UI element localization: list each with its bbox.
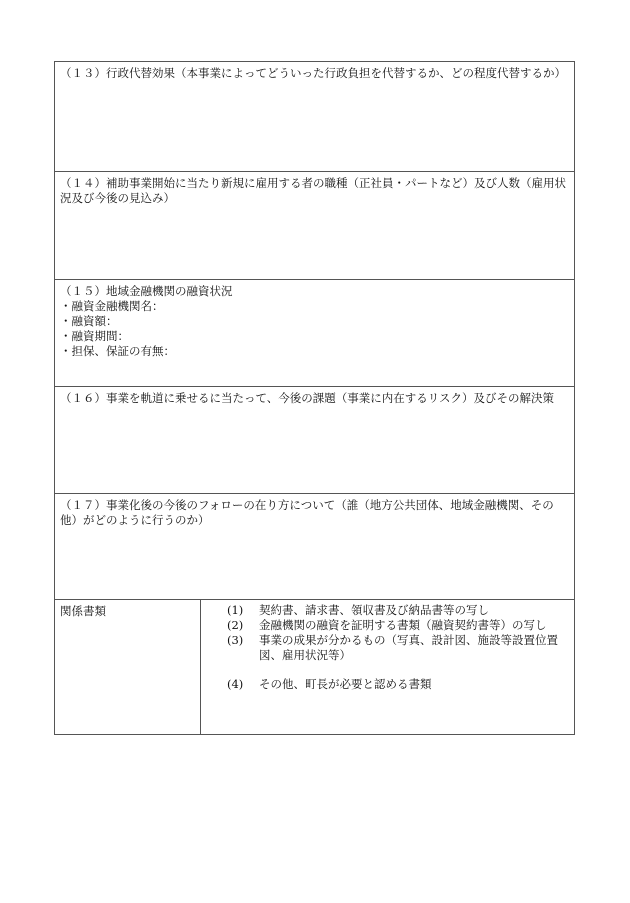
document-item-number: (4) (227, 677, 244, 691)
document-item (227, 677, 566, 692)
document-item-number: (1) (227, 603, 244, 617)
document-item-text: 事業の成果が分かるもの（写真、設計図、施設等設置位置図、雇用状況等） (259, 633, 558, 662)
document-item (227, 633, 566, 663)
related-documents-list (201, 600, 574, 734)
document-item-text: その他、町長が必要と認める書類 (259, 677, 432, 691)
section-13-administrative-substitution (55, 62, 574, 172)
section-16-issues-solutions (55, 387, 574, 494)
document-item-text: 契約書、請求書、領収書及び納品書等の写し (259, 603, 489, 617)
application-form-table (54, 61, 575, 735)
related-documents-row (55, 600, 574, 734)
document-item-number: (2) (227, 618, 244, 632)
section-14-new-employment (55, 172, 574, 280)
document-item (227, 618, 566, 633)
section-16-heading: （１６）事業を軌道に乗せるに当たって、今後の課題（事業に内在するリスク）及びその解決策 (60, 391, 555, 405)
financing-amount-field: ・融資額： (60, 314, 118, 328)
collateral-guarantee-field: ・担保、保証の有無： (60, 344, 175, 358)
section-15-heading: （１５）地域金融機関の融資状況 (60, 284, 233, 298)
section-15-financing-status (55, 280, 574, 387)
document-item-text: 金融機関の融資を証明する書類（融資契約書等）の写し (259, 618, 547, 632)
section-17-heading: （１７）事業化後の今後のフォローの在り方について（誰（地方公共団体、地域金融機関、その他）がどのように行うのか） (60, 498, 554, 527)
financing-period-field: ・融資期間： (60, 329, 129, 343)
document-item (227, 603, 566, 618)
document-item-number: (3) (227, 633, 244, 647)
section-14-heading: （１４）補助事業開始に当たり新規に雇用する者の職種（正社員・パートなど）及び人数（雇用状況及び今後の見込み） (60, 176, 566, 205)
related-documents-label: 関係書類 (55, 600, 201, 734)
financing-institution-name-field: ・融資金融機関名： (60, 299, 164, 313)
section-13-heading: （１３）行政代替効果（本事業によってどういった行政負担を代替するか、どの程度代替するか） (60, 66, 566, 80)
section-17-follow-up (55, 494, 574, 600)
financing-fields-list (60, 299, 570, 359)
